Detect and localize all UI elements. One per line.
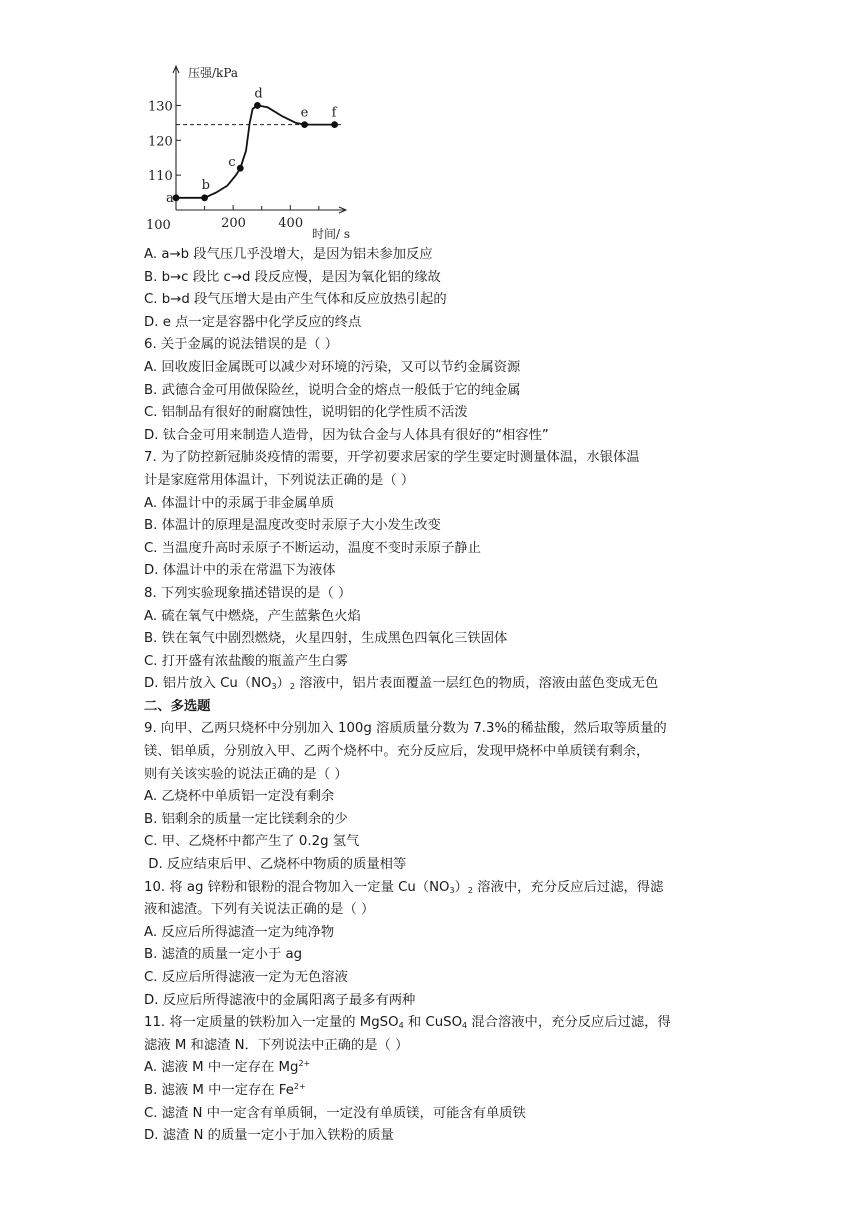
- pressure-curve-line: [176, 105, 335, 197]
- question-9: [144, 718, 724, 876]
- q10-option-a: A. 反应后所得滤渣一定为纯净物: [144, 924, 335, 940]
- data-point-label-a: a: [166, 190, 174, 206]
- q8-option-c: C. 打开盛有浓盐酸的瓶盖产生白雾: [144, 653, 348, 669]
- y-tick-label: 120: [148, 134, 173, 150]
- q6-stem: 6. 关于金属的说法错误的是（ ）: [144, 337, 338, 353]
- q9-option-c: C. 甲、乙烧杯中都产生了 0.2g 氢气: [144, 834, 360, 850]
- data-point-label-b: b: [201, 177, 210, 193]
- q5-option-c: C. b→d 段气压增大是由产生气体和反应放热引起的: [144, 292, 447, 308]
- question-content: [144, 244, 724, 1148]
- q10-option-c: C. 反应后所得滤液一定为无色溶液: [144, 970, 348, 985]
- x-tick-label: 400: [278, 216, 304, 231]
- question-6: [144, 334, 724, 447]
- q11-option-c: C. 滤渣 N 中一定含有单质铜，一定没有单质镁，可能含有单质铁: [144, 1105, 526, 1121]
- q6-option-a: A. 回收废旧金属既可以减少对环境的污染，又可以节约金属资源: [144, 359, 521, 375]
- chart-axes: [146, 66, 350, 241]
- q5-option-d: D. e 点一定是容器中化学反应的终点: [144, 314, 362, 330]
- q8-option-b: B. 铁在氧气中剧烈燃烧，火星四射，生成黑色四氧化三铁固体: [144, 631, 508, 647]
- q8-option-d: D. 铝片放入 $Cu(NO_3)_2$ 溶液中，铝片表面覆盖一层红色的物质，溶液由蓝色变成无色: [144, 676, 659, 692]
- q9-stem-line1: 9. 向甲、乙两只烧杯中分别加入 100g 溶质质量分数为 7.3%的稀盐酸，然后取等质量的: [144, 721, 667, 737]
- data-point-d: [254, 102, 261, 109]
- question-10: [144, 877, 724, 1013]
- q8-stem: 8. 下列实验现象描述错误的是（ ）: [144, 585, 352, 601]
- chart-points: [166, 86, 338, 205]
- q10-option-d: D. 反应后所得滤液中的金属阳离子最多有两种: [144, 992, 416, 1008]
- q7-stem-line1: 7. 为了防控新冠肺炎疫情的需要，开学初要求居家的学生要定时测量体温，水银体温: [144, 450, 640, 466]
- q7-option-d: D. 体温计中的汞在常温下为液体: [144, 563, 336, 579]
- q9-option-d: D. 反应结束后甲、乙烧杯中物质的质量相等: [144, 857, 407, 873]
- q5-option-a: A. a→b 段气压几乎没增大，是因为铝未参加反应: [144, 247, 433, 262]
- data-point-label-c: c: [228, 155, 236, 171]
- y-tick-label: 100: [146, 218, 171, 233]
- q6-option-c: C. 铝制品有很好的耐腐蚀性，说明铝的化学性质不活泼: [144, 405, 468, 421]
- q10-stem-line2: 液和滤渣。下列有关说法正确的是（ ）: [144, 902, 375, 918]
- q7-stem-line2: 计是家庭常用体温计，下列说法正确的是（ ）: [144, 472, 415, 488]
- y-tick-label: 130: [148, 99, 173, 115]
- q11-stem-line1: 11. 将一定质量的铁粉加入一定量的 MgSO$_4$ 和 CuSO$_4$ 混合溶液中，充分反应后过滤，得: [144, 1015, 671, 1031]
- pressure-time-chart: [144, 60, 354, 248]
- q5-option-b: B. b→c 段比 c→d 段反应慢，是因为氧化铝的缘故: [144, 269, 441, 285]
- x-axis-label: 时间/ s: [312, 227, 351, 241]
- question-8: [144, 583, 724, 696]
- data-point-label-f: f: [331, 105, 337, 121]
- y-tick-label: 110: [148, 169, 173, 185]
- q11-stem-line2: 滤液 M 和滤渣 N．下列说法中正确的是（ ）: [144, 1037, 409, 1053]
- q11-option-b: B. 滤液 M 中一定存在 $Fe^{2+}$: [144, 1081, 306, 1098]
- q11-option-a: A. 滤液 M 中一定存在 $Mg^{2+}$: [144, 1059, 311, 1076]
- q7-option-a: A. 体温计中的汞属于非金属单质: [144, 495, 335, 511]
- q10-option-b: B. 滤渣的质量一定小于 ag: [144, 947, 303, 963]
- x-tick-label: 200: [221, 216, 246, 231]
- q7-option-c: C. 当温度升高时汞原子不断运动，温度不变时汞原子静止: [144, 540, 481, 556]
- q9-stem-line2: 镁、铝单质，分别放入甲、乙两个烧杯中。充分反应后，发现甲烧杯中单质镁有剩余，: [144, 744, 650, 760]
- chart-curve: [176, 105, 335, 197]
- data-point-c: [237, 165, 244, 172]
- question-7: [144, 447, 724, 583]
- q9-option-b: B. 铝剩余的质量一定比镁剩余的少: [144, 811, 348, 827]
- question-11: [144, 1012, 724, 1148]
- q5-options: [144, 244, 724, 334]
- y-axis-label: 压强/kPa: [188, 66, 239, 80]
- data-point-f: [331, 121, 338, 128]
- data-point-e: [301, 121, 308, 128]
- q6-option-b: B. 武德合金可用做保险丝，说明合金的熔点一般低于它的纯金属: [144, 382, 521, 398]
- q9-option-a: A. 乙烧杯中单质铝一定没有剩余: [144, 789, 335, 805]
- q11-option-d: D. 滤渣 N 的质量一定小于加入铁粉的质量: [144, 1128, 394, 1144]
- q7-option-b: B. 体温计的原理是温度改变时汞原子大小发生改变: [144, 518, 441, 534]
- q9-stem-line3: 则有关该实验的说法正确的是（ ）: [144, 766, 348, 782]
- q6-option-d: D. 钛合金可用来制造人造骨，因为钛合金与人体具有很好的“相容性”: [144, 427, 549, 443]
- q8-option-a: A. 硫在氧气中燃烧，产生蓝紫色火焰: [144, 608, 361, 624]
- data-point-b: [201, 194, 208, 201]
- section-heading-multiple-choice: 二、多选题: [144, 698, 211, 714]
- q10-stem-line1: 10. 将 ag 锌粉和银粉的混合物加入一定量 $Cu(NO_3)_2$ 溶液中，充分反应后过滤，得滤: [144, 879, 664, 895]
- data-point-label-e: e: [300, 105, 309, 121]
- data-point-label-d: d: [254, 86, 263, 102]
